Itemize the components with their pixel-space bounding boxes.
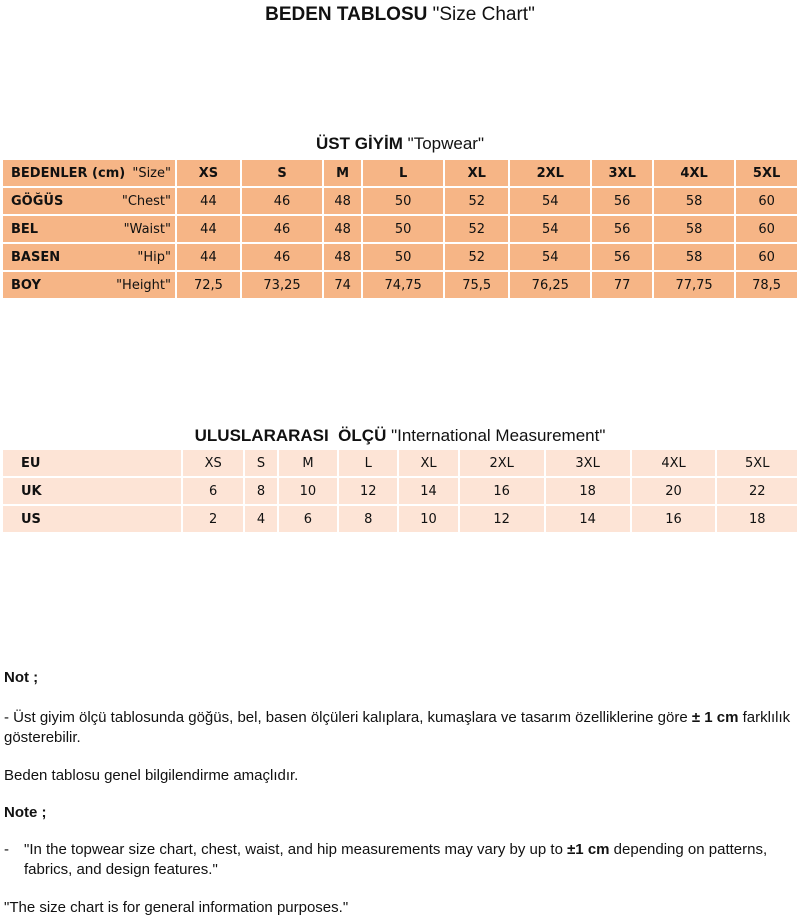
table-cell: 44 <box>177 244 242 272</box>
table-cell: 73,25 <box>242 272 324 300</box>
international-heading-tr: ULUSLARARASI ÖLÇÜ <box>194 426 387 445</box>
note-tr-text-pre: - Üst giyim ölçü tablosunda göğüs, bel, basen ölçüleri kalıplara, kumaşlara ve tasarım özelliklerine göre <box>4 709 692 726</box>
note-tr-info-text: Beden tablosu genel bilgilendirme amaçlıdır. <box>4 767 299 784</box>
table-cell: XL <box>445 160 510 188</box>
row-label-cell <box>3 244 177 272</box>
table-cell: 48 <box>324 244 363 272</box>
row-label-en: "Waist" <box>123 221 171 237</box>
table-cell: 46 <box>242 188 324 216</box>
table-row <box>3 506 797 534</box>
table-header-row <box>3 160 797 188</box>
table-cell: M <box>279 450 339 478</box>
table-cell: 56 <box>592 216 654 244</box>
row-label: EU <box>3 450 183 478</box>
table-cell: 54 <box>510 188 592 216</box>
table-cell: 3XL <box>592 160 654 188</box>
note-en-text-pre: "In the topwear size chart, chest, waist, and hip measurements may vary by up to <box>24 841 568 858</box>
note-en-heading <box>4 803 794 823</box>
table-cell: 6 <box>183 478 245 506</box>
table-cell: 22 <box>717 478 797 506</box>
table-cell: 50 <box>363 244 445 272</box>
table-cell: XS <box>183 450 245 478</box>
table-cell: 2XL <box>510 160 592 188</box>
table-cell: 18 <box>717 506 797 534</box>
table-cell: 50 <box>363 188 445 216</box>
table-cell: 4XL <box>632 450 718 478</box>
table-cell: S <box>242 160 324 188</box>
table-cell: 10 <box>399 506 459 534</box>
international-size-table <box>3 450 797 534</box>
topwear-size-table <box>3 160 797 300</box>
table-cell: 4 <box>245 506 278 534</box>
row-label-cell <box>3 272 177 300</box>
note-en-text <box>4 840 794 880</box>
table-cell: 8 <box>339 506 399 534</box>
title-bold: BEDEN TABLOSU <box>265 4 428 25</box>
table-cell: 60 <box>736 188 797 216</box>
table-row <box>3 216 797 244</box>
note-tr-heading <box>4 668 794 688</box>
row-label: US <box>3 506 183 534</box>
table-cell: L <box>363 160 445 188</box>
note-tr-text-bold: ± 1 cm <box>691 709 739 726</box>
row-label-cell <box>3 216 177 244</box>
table-cell: 12 <box>460 506 546 534</box>
note-en-text-post: depending on patterns, fabrics, and design features." <box>24 841 768 878</box>
row-label-cell <box>3 188 177 216</box>
table-cell: 44 <box>177 216 242 244</box>
topwear-heading <box>0 134 800 154</box>
table-cell: 14 <box>546 506 632 534</box>
table-cell: 46 <box>242 244 324 272</box>
note-tr-info <box>4 766 794 786</box>
table-cell: 77 <box>592 272 654 300</box>
table-cell: 8 <box>245 478 278 506</box>
table-row <box>3 244 797 272</box>
table-row <box>3 272 797 300</box>
table-cell: 46 <box>242 216 324 244</box>
table-cell: 12 <box>339 478 399 506</box>
row-label: BASEN <box>11 249 61 265</box>
table-cell: 78,5 <box>736 272 797 300</box>
table-cell: 5XL <box>736 160 797 188</box>
table-cell: 74,75 <box>363 272 445 300</box>
table-cell: 56 <box>592 188 654 216</box>
note-tr-heading-text: Not ; <box>4 669 39 686</box>
table-cell: 52 <box>445 188 510 216</box>
topwear-heading-en: "Topwear" <box>407 134 484 153</box>
header-label-en: "Size" <box>132 165 171 181</box>
table-cell: 76,25 <box>510 272 592 300</box>
table-cell: 2 <box>183 506 245 534</box>
table-cell: S <box>245 450 278 478</box>
row-label: BEL <box>11 221 39 237</box>
table-cell: 74 <box>324 272 363 300</box>
table-cell: 75,5 <box>445 272 510 300</box>
table-cell: 56 <box>592 244 654 272</box>
international-heading <box>0 426 800 446</box>
table-cell: 77,75 <box>654 272 736 300</box>
note-tr-text <box>4 708 794 748</box>
table-cell: 60 <box>736 244 797 272</box>
table-cell: 20 <box>632 478 718 506</box>
table-cell: L <box>339 450 399 478</box>
table-cell: 4XL <box>654 160 736 188</box>
table-cell: M <box>324 160 363 188</box>
table-cell: 52 <box>445 244 510 272</box>
table-cell: 48 <box>324 216 363 244</box>
row-label: GÖĞÜS <box>11 193 64 209</box>
table-cell: 54 <box>510 244 592 272</box>
table-cell: 60 <box>736 216 797 244</box>
row-label: BOY <box>11 277 41 293</box>
note-en-dash: - <box>4 841 9 858</box>
title-english: "Size Chart" <box>432 4 535 25</box>
row-label: UK <box>3 478 183 506</box>
table-cell: 5XL <box>717 450 797 478</box>
table-cell: 16 <box>460 478 546 506</box>
table-cell: 18 <box>546 478 632 506</box>
note-en-text-bold: ±1 cm <box>567 841 610 858</box>
table-cell: 58 <box>654 216 736 244</box>
page-title <box>0 4 800 26</box>
table-row <box>3 450 797 478</box>
note-en-body <box>24 840 794 880</box>
row-label-en: "Height" <box>116 277 171 293</box>
note-en-info <box>4 898 794 918</box>
table-cell: 10 <box>279 478 339 506</box>
note-en-info-text: "The size chart is for general information purposes." <box>4 899 349 916</box>
table-cell: 52 <box>445 216 510 244</box>
table-cell: 50 <box>363 216 445 244</box>
table-cell: 14 <box>399 478 459 506</box>
table-cell: 58 <box>654 188 736 216</box>
table-cell: 48 <box>324 188 363 216</box>
table-cell: 58 <box>654 244 736 272</box>
header-label: BEDENLER (cm) <box>11 165 126 181</box>
table-cell: 3XL <box>546 450 632 478</box>
topwear-heading-tr: ÜST GİYİM <box>316 134 403 153</box>
row-label-en: "Chest" <box>121 193 171 209</box>
table-cell: 16 <box>632 506 718 534</box>
table-cell: 54 <box>510 216 592 244</box>
table-cell: 72,5 <box>177 272 242 300</box>
table-cell: 6 <box>279 506 339 534</box>
table-cell: 44 <box>177 188 242 216</box>
note-tr-text-post: farklılık gösterebilir. <box>4 709 791 746</box>
table-cell: 2XL <box>460 450 546 478</box>
table-cell: XS <box>177 160 242 188</box>
row-label-en: "Hip" <box>137 249 171 265</box>
international-heading-en: "International Measurement" <box>391 426 606 445</box>
table-cell: XL <box>399 450 459 478</box>
header-label-cell <box>3 160 177 188</box>
table-row <box>3 478 797 506</box>
note-en-heading-text: Note ; <box>4 804 47 821</box>
table-row <box>3 188 797 216</box>
